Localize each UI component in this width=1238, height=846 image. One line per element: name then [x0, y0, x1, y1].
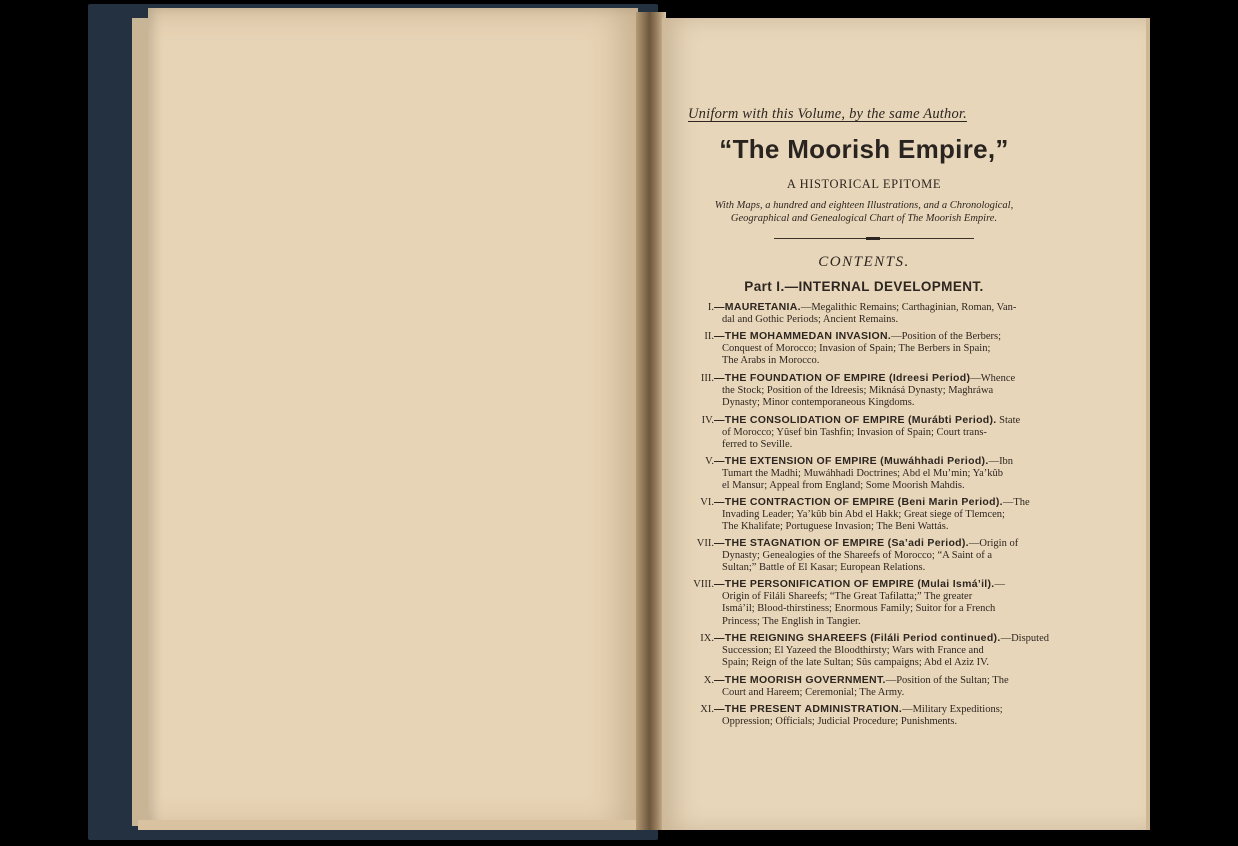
- toc-entry: [684, 301, 1049, 326]
- toc-entry: [684, 632, 1049, 670]
- entry-number: VI.: [700, 497, 714, 508]
- entry-number: V.: [705, 456, 714, 467]
- toc-entry: [684, 578, 1049, 628]
- entry-number: X.: [703, 675, 714, 686]
- entry-heading: —THE EXTENSION OF EMPIRE (Muwáhhadi Period).: [714, 455, 989, 467]
- entry-heading: —THE FOUNDATION OF EMPIRE (Idreesi Period): [714, 372, 971, 384]
- entry-text: Court and Hareem; Ceremonial; The Army.: [722, 687, 905, 699]
- toc-entry: [684, 372, 1049, 410]
- entry-text: —Position of the Sultan; The: [885, 675, 1009, 686]
- toc-entry: [684, 703, 1049, 728]
- toc-entry: [684, 674, 1049, 699]
- entry-text: —Whence: [970, 373, 1016, 384]
- entry-number: IX.: [700, 633, 714, 644]
- toc-entry: [684, 455, 1049, 493]
- entry-number: VIII.: [693, 579, 714, 590]
- description-line-1: With Maps, a hundred and eighteen Illustrations, and a Chronological,: [714, 200, 1014, 211]
- entry-heading: —THE CONSOLIDATION OF EMPIRE (Murábti Period).: [714, 414, 997, 426]
- entry-text: State: [996, 415, 1021, 426]
- part-heading: Part I.—INTERNAL DEVELOPMENT.: [744, 279, 984, 294]
- entry-text: —Megalithic Remains; Carthaginian, Roman, Van-: [800, 302, 1017, 313]
- entry-number: I.: [707, 302, 714, 313]
- entry-text: Conquest of Morocco; Invasion of Spain; The Berbers in Spain;: [722, 343, 991, 355]
- entry-heading: —THE CONTRACTION OF EMPIRE (Beni Marin Period).: [714, 496, 1003, 508]
- entry-heading: —MAURETANIA.: [714, 301, 801, 313]
- toc-entry: [684, 537, 1049, 575]
- divider-ornament: [866, 237, 880, 240]
- book-description: [684, 199, 1044, 225]
- page-stack-edge: [132, 18, 148, 826]
- entry-text: —Origin of: [968, 538, 1019, 549]
- entry-heading: —THE PRESENT ADMINISTRATION.: [714, 703, 903, 715]
- entry-text: Dynasty; Minor contemporaneous Kingdoms.: [722, 397, 915, 409]
- left-blank-page: [148, 8, 638, 830]
- entry-text: dal and Gothic Periods; Ancient Remains.: [722, 314, 899, 326]
- entry-text: Ismá’il; Blood-thirstiness; Enormous Family; Suitor for a French: [722, 603, 996, 615]
- entry-text: —Military Expeditions;: [902, 704, 1003, 715]
- entry-number: III.: [700, 373, 714, 384]
- entry-text: Oppression; Officials; Judicial Procedure; Punishments.: [722, 716, 958, 728]
- entry-text: the Stock; Position of the Idreesis; Miknásá Dynasty; Maghráwa: [722, 385, 994, 397]
- right-page-edge: [1146, 18, 1150, 830]
- entry-text: The Arabs in Morocco.: [722, 355, 820, 367]
- entry-text: —: [994, 579, 1006, 590]
- entry-text: The Khalifate; Portuguese Invasion; The Beni Wattás.: [722, 521, 949, 533]
- entry-text: Tumart the Madhi; Muwáhhadi Doctrines; Abd el Mu’min; Ya’kûb: [722, 468, 1004, 480]
- book-title: “The Moorish Empire,”: [719, 134, 1009, 164]
- entry-heading: —THE MOORISH GOVERNMENT.: [714, 674, 886, 686]
- entry-heading: —THE MOHAMMEDAN INVASION.: [714, 330, 892, 342]
- entry-text: Dynasty; Genealogies of the Shareefs of Morocco; “A Saint of a: [722, 550, 993, 562]
- entry-text: Succession; El Yazeed the Bloodthirsty; Wars with France and: [722, 645, 984, 657]
- entry-text: ferred to Seville.: [722, 439, 793, 451]
- entry-text: —The: [1002, 497, 1030, 508]
- book-subtitle: A HISTORICAL EPITOME: [786, 177, 942, 191]
- uniform-note: Uniform with this Volume, by the same Author.: [688, 106, 967, 122]
- entry-number: II.: [704, 331, 714, 342]
- entry-number: VII.: [696, 538, 714, 549]
- entry-text: Princess; The English in Tangier.: [722, 615, 861, 627]
- entry-heading: —THE REIGNING SHAREEFS (Filáli Period continued).: [714, 632, 1001, 644]
- toc-entry: [684, 496, 1049, 534]
- entry-text: —Disputed: [1000, 633, 1049, 644]
- entry-heading: —THE PERSONIFICATION OF EMPIRE (Mulai Ismá’il).: [714, 578, 995, 590]
- entry-text: Invading Leader; Ya’kûb bin Abd el Hakk; Great siege of Tlemcen;: [722, 509, 1005, 521]
- toc-entry: [684, 330, 1049, 368]
- toc-entry: [684, 414, 1049, 452]
- entry-number: XI.: [700, 704, 714, 715]
- contents-heading: CONTENTS.: [818, 254, 910, 270]
- entry-text: of Morocco; Yûsef bin Tashfin; Invasion of Spain; Court trans-: [722, 427, 987, 439]
- entry-number: IV.: [701, 415, 714, 426]
- entry-text: Origin of Filáli Shareefs; “The Great Tafilatta;” The greater: [722, 591, 973, 603]
- entry-text: Sultan;” Battle of El Kasar; European Relations.: [722, 562, 926, 574]
- description-line-2: Geographical and Genealogical Chart of The Moorish Empire.: [730, 213, 998, 224]
- left-page-bottom-edge: [138, 820, 643, 830]
- entry-text: —Ibn: [988, 456, 1014, 467]
- entry-text: el Mansur; Appeal from England; Some Moorish Mahdis.: [722, 480, 965, 492]
- entry-heading: —THE STAGNATION OF EMPIRE (Sa’adi Period).: [714, 537, 969, 549]
- entry-text: —Position of the Berbers;: [891, 331, 1002, 342]
- entry-text: Spain; Reign of the late Sultan; Sûs campaigns; Abd el Aziz IV.: [722, 657, 989, 669]
